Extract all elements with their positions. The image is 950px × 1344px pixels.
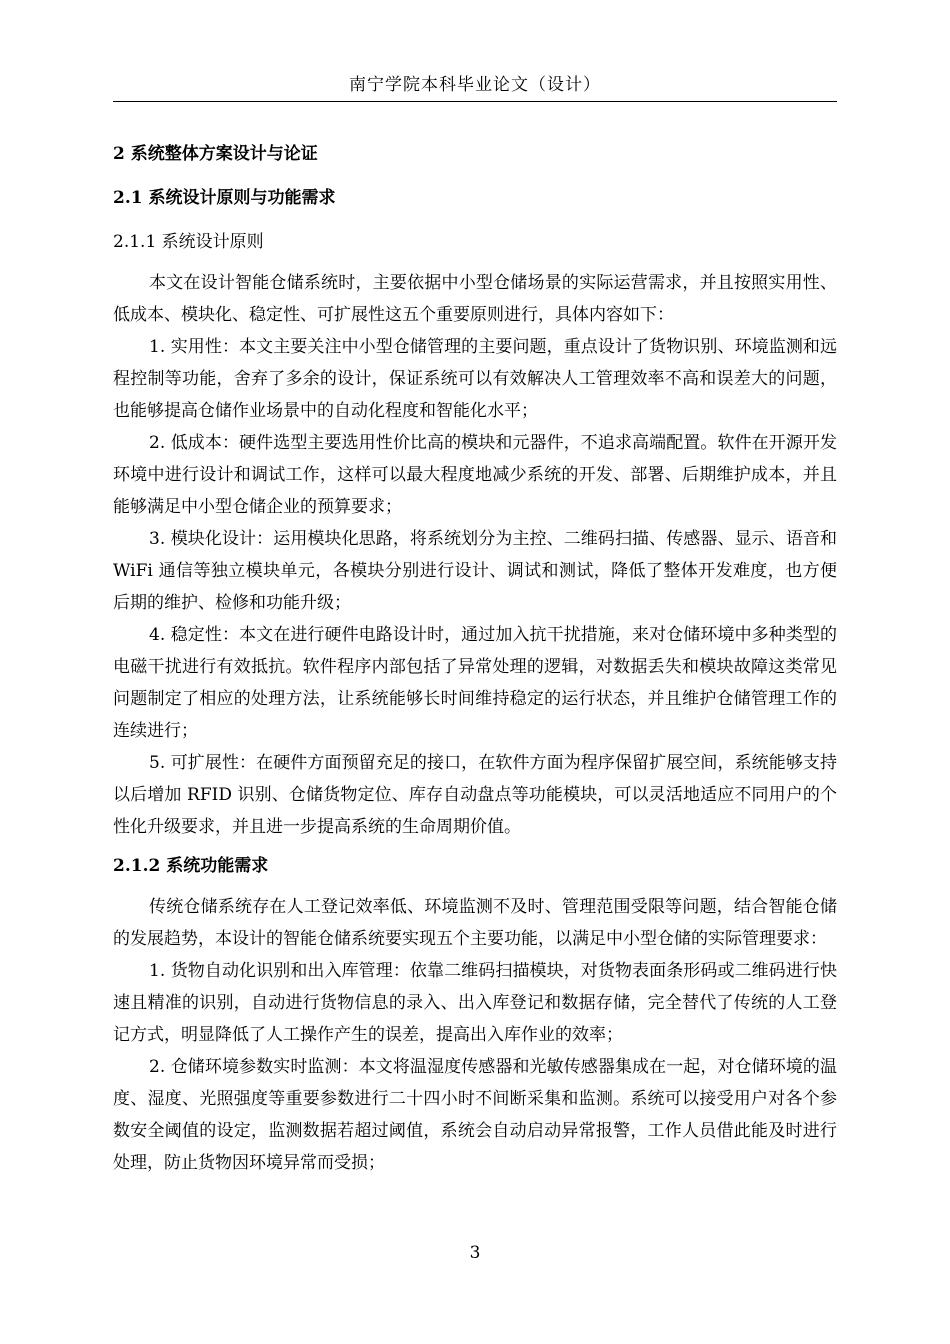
list-item-practicality: 1. 实用性：本文主要关注中小型仓储管理的主要问题，重点设计了货物识别、环境监测和远程控制等功能，舍弃了多余的设计，保证系统可以有效解决人工管理效率不高和误差大的问题，也能够提高仓储作业场景中的自动化程度和智能化水平； [113, 337, 837, 421]
subsection-heading-design-principles: 2.1.1 系统设计原则 [113, 232, 264, 252]
document-body [113, 137, 837, 1179]
subsection-heading-functional-requirements: 2.1.2 系统功能需求 [113, 856, 269, 876]
paragraph: 传统仓储系统存在人工登记效率低、环境监测不及时、管理范围受限等问题，结合智能仓储的发展趋势，本设计的智能仓储系统要实现五个主要功能，以满足中小型仓储的实际管理要求： [113, 897, 837, 949]
section-heading: 2.1 系统设计原则与功能需求 [113, 188, 336, 208]
page-number: 3 [469, 1243, 481, 1263]
list-item-goods-identification: 1. 货物自动化识别和出入库管理：依靠二维码扫描模块，对货物表面条形码或二维码进行快速且精准的识别，自动进行货物信息的录入、出入库登记和数据存储，完全替代了传统的人工登记方式，明显降低了人工操作产生的误差，提高出入库作业的效率； [113, 961, 837, 1045]
list-item-low-cost: 2. 低成本：硬件选型主要选用性价比高的模块和元器件，不追求高端配置。软件在开源开发环境中进行设计和调试工作，这样可以最大程度地减少系统的开发、部署、后期维护成本，并且能够满足中小型仓储企业的预算要求； [113, 433, 837, 517]
chapter-heading: 2 系统整体方案设计与论证 [113, 144, 318, 164]
page-header: 南宁学院本科毕业论文（设计） [349, 75, 601, 95]
list-item-extensibility: 5. 可扩展性：在硬件方面预留充足的接口，在软件方面为程序保留扩展空间，系统能够支持以后增加 RFID 识别、仓储货物定位、库存自动盘点等功能模块，可以灵活地适应不同用户的个性化升级要求，并且进一步提高系统的生命周期价值。 [113, 753, 837, 837]
list-item-modular-design: 3. 模块化设计：运用模块化思路，将系统划分为主控、二维码扫描、传感器、显示、语音和 WiFi 通信等独立模块单元，各模块分别进行设计、调试和测试，降低了整体开发难度，也方便后期的维护、检修和功能升级； [113, 529, 837, 613]
list-item-stability: 4. 稳定性：本文在进行硬件电路设计时，通过加入抗干扰措施，来对仓储环境中多种类型的电磁干扰进行有效抵抗。软件程序内部包括了异常处理的逻辑，对数据丢失和模块故障这类常见问题制定了相应的处理方法，让系统能够长时间维持稳定的运行状态，并且维护仓储管理工作的连续进行； [113, 625, 837, 741]
paragraph: 本文在设计智能仓储系统时，主要依据中小型仓储场景的实际运营需求，并且按照实用性、低成本、模块化、稳定性、可扩展性这五个重要原则进行，具体内容如下： [113, 273, 837, 325]
header-divider [113, 101, 837, 102]
list-item-environment-monitoring: 2. 仓储环境参数实时监测：本文将温湿度传感器和光敏传感器集成在一起，对仓储环境的温度、湿度、光照强度等重要参数进行二十四小时不间断采集和监测。系统可以接受用户对各个参数安全阈值的设定，监测数据若超过阈值，系统会自动启动异常报警，工作人员借此能及时进行处理，防止货物因环境异常而受损； [113, 1057, 837, 1173]
